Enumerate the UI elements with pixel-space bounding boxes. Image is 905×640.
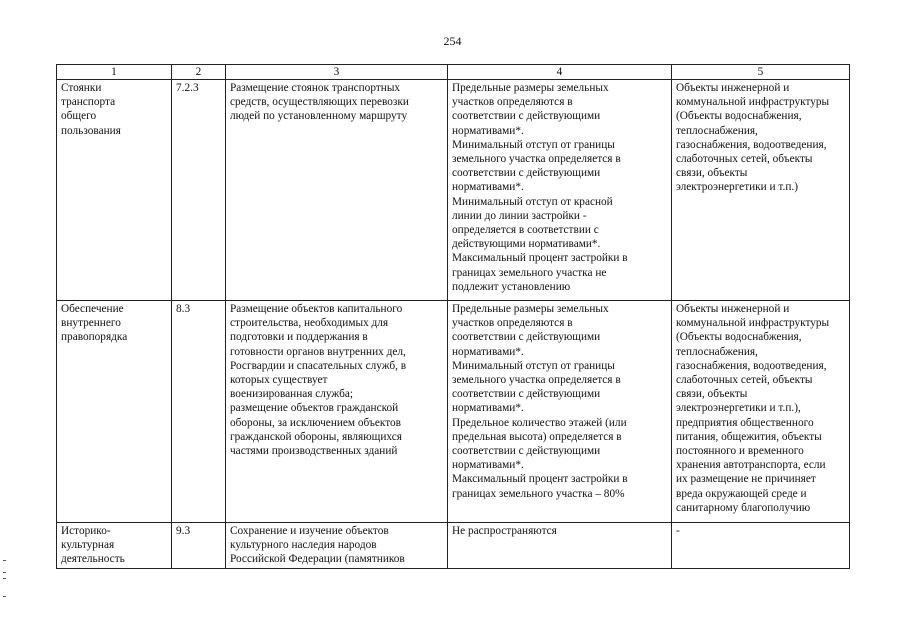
use-name-cell	[57, 301, 172, 523]
use-name: Стоянки транспорта общего пользования	[61, 82, 121, 137]
use-description-cell	[226, 301, 448, 523]
use-code: 8.3	[176, 303, 191, 315]
column-header: 5	[672, 65, 850, 80]
table-header-row	[57, 65, 850, 80]
use-parameters-cell	[448, 301, 672, 523]
column-header: 3	[226, 65, 448, 80]
use-code: 7.2.3	[176, 82, 199, 94]
use-description: Размещение стоянок транспортных средств, осуществляющих перевозки людей по установленному маршруту	[230, 82, 409, 123]
use-code-cell	[172, 80, 226, 301]
scan-artifact	[3, 560, 6, 561]
use-code-cell	[172, 301, 226, 523]
use-parameters-cell	[448, 523, 672, 569]
use-description-cell	[226, 523, 448, 569]
use-parameters-cell	[448, 80, 672, 301]
use-name: Историко- культурная деятельность	[61, 525, 125, 566]
scan-artifact	[3, 578, 6, 579]
table-row	[57, 80, 850, 301]
use-name-cell	[57, 523, 172, 569]
auxiliary-uses: -	[676, 525, 680, 537]
table-row	[57, 523, 850, 569]
land-use-table	[56, 64, 850, 569]
page-number: 254	[443, 34, 462, 48]
use-parameters: Не распространяются	[452, 525, 557, 537]
table-row	[57, 301, 850, 523]
use-description: Сохранение и изучение объектов культурного наследия народов Российской Федерации (памятников	[230, 525, 405, 566]
scan-artifact	[3, 596, 6, 597]
auxiliary-uses-cell	[672, 80, 850, 301]
auxiliary-uses: Объекты инженерной и коммунальной инфраструктуры (Объекты водоснабжения, теплоснабжения, газоснабжения, водоотведения, слаботочных сетей, объекты связи, объекты электроэнергетики и т.п.), предприятия общественного питания, общежития, объекты постоянного и временного хранения автотранспорта, если их размещение не причиняет вреда окружающей среде и санитарному благополучию	[676, 303, 830, 514]
column-header: 2	[172, 65, 226, 80]
column-header: 4	[448, 65, 672, 80]
use-parameters: Предельные размеры земельных участков определяются в соответствии с действующими нормативами*. Минимальный отступ от границы земельного участка определяется в соответствии с действующими нормативами*. Минимальный отступ от красной линии до линии застройки - определяется в соответствии с действующими нормативами*. Максимальный процент застройки в границах земельного участка не подлежит установлению	[452, 82, 628, 293]
auxiliary-uses: Объекты инженерной и коммунальной инфраструктуры (Объекты водоснабжения, теплоснабжения, газоснабжения, водоотведения, слаботочных сетей, объекты связи, объекты электроэнергетики и т.п.)	[676, 82, 830, 194]
auxiliary-uses-cell	[672, 301, 850, 523]
use-name-cell	[57, 80, 172, 301]
use-code: 9.3	[176, 525, 191, 537]
use-parameters: Предельные размеры земельных участков определяются в соответствии с действующими нормативами*. Минимальный отступ от границы земельного участка определяется в соответствии с действующими нормативами*. Предельное количество этажей (или предельная высота) определяется в соответствии с действующими нормативами*. Максимальный процент застройки в границах земельного участка – 80%	[452, 303, 628, 500]
use-description-cell	[226, 80, 448, 301]
use-code-cell	[172, 523, 226, 569]
column-header: 1	[57, 65, 172, 80]
use-description: Размещение объектов капитального строительства, необходимых для подготовки и поддержания в готовности органов внутренних дел, Росгвардии и спасательных служб, в которых существует военизированная служба; размещение объектов гражданской обороны, за исключением объектов гражданской обороны, являющихся частями производственных зданий	[230, 303, 407, 458]
scan-artifact	[3, 572, 6, 573]
auxiliary-uses-cell	[672, 523, 850, 569]
use-name: Обеспечение внутреннего правопорядка	[61, 303, 128, 344]
